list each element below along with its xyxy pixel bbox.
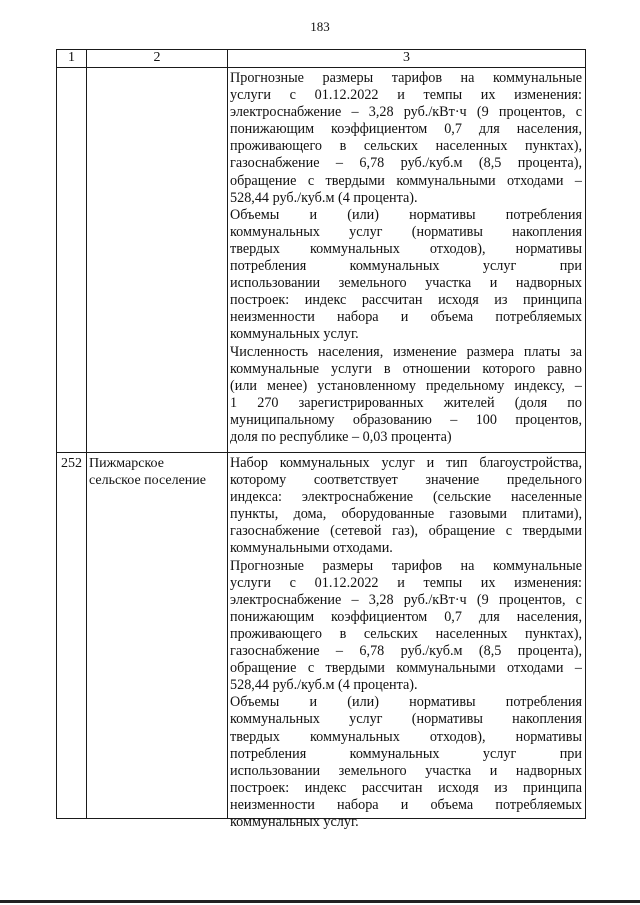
text-line: обращение с твердыми коммунальными отходами – xyxy=(230,660,582,677)
header-col-3: 3 xyxy=(403,50,410,65)
text-line: использовании земельного участка и надворных xyxy=(230,275,582,292)
column-divider-2 xyxy=(227,49,228,819)
text-line: электроснабжение – 3,28 руб./кВт·ч (9 процентов, с xyxy=(230,591,582,608)
text-line: газоснабжение – 6,78 руб./куб.м (8,5 процента), xyxy=(230,155,582,172)
text-line: 528,44 руб./куб.м (4 процента). xyxy=(230,189,418,206)
text-line: пункты, дома, оборудованные газовыми плитами), xyxy=(230,506,582,523)
text-line: использовании земельного участка и надворных xyxy=(230,762,582,779)
text-line: потребления коммунальных услуг при xyxy=(230,258,582,275)
text-line: 528,44 руб./куб.м (4 процента). xyxy=(230,677,418,694)
text-line: понижающим коэффициентом 0,7 для населения, xyxy=(230,608,582,625)
text-line: неизменности набора и объема потребляемых xyxy=(230,309,582,326)
text-line: Набор коммунальных услуг и тип благоустройства, xyxy=(230,455,582,471)
text-line: газоснабжение – 6,78 руб./куб.м (8,5 процента), xyxy=(230,643,582,660)
text-line: муниципальному образованию – 100 процентов, xyxy=(230,411,582,428)
text-line: индекса: электроснабжение (сельские населенные xyxy=(230,489,582,506)
scan-bottom-edge xyxy=(0,900,640,903)
text-line: Прогнозные размеры тарифов на коммунальные xyxy=(230,70,582,86)
text-line: коммунальных услуг (нормативы накопления xyxy=(230,223,582,240)
continued-row-text xyxy=(230,70,582,446)
text-line: понижающим коэффициентом 0,7 для населения, xyxy=(230,121,582,138)
text-line: проживающего в сельских населенных пунктах), xyxy=(230,138,582,155)
text-line: Численность населения, изменение размера платы за xyxy=(230,343,582,360)
text-line: проживающего в сельских населенных пунктах), xyxy=(230,625,582,642)
text-line: Объемы и (или) нормативы потребления xyxy=(230,694,582,711)
header-bottom-border xyxy=(56,67,586,68)
text-line: услуги с 01.12.2022 и темпы их изменения: xyxy=(230,574,582,591)
column-divider-1 xyxy=(86,49,87,819)
text-line: коммунальные услуги в отношении которого равно xyxy=(230,360,582,377)
table-right-border xyxy=(585,49,586,819)
text-line: которому соответствует значение предельного xyxy=(230,472,582,489)
row-separator xyxy=(56,452,586,453)
text-line: Прогнозные размеры тарифов на коммунальные xyxy=(230,557,582,574)
text-line: твердых коммунальных отходов), нормативы xyxy=(230,728,582,745)
text-line: обращение с твердыми коммунальными отходами – xyxy=(230,172,582,189)
text-line: коммунальными отходами. xyxy=(230,540,393,557)
settlement-name-line: сельское поселение xyxy=(89,473,206,488)
row-252-text xyxy=(230,455,582,831)
text-line: построек: индекс рассчитан исходя из принципа xyxy=(230,779,582,796)
row-number: 252 xyxy=(61,456,82,471)
settlement-name-line: Пижмарское xyxy=(89,456,164,471)
text-line: построек: индекс рассчитан исходя из принципа xyxy=(230,292,582,309)
text-line: услуги с 01.12.2022 и темпы их изменения: xyxy=(230,87,582,104)
text-line: потребления коммунальных услуг при xyxy=(230,745,582,762)
text-line: неизменности набора и объема потребляемых xyxy=(230,796,582,813)
text-line: коммунальных услуг. xyxy=(230,326,359,343)
text-line: Объемы и (или) нормативы потребления xyxy=(230,206,582,223)
header-col-1: 1 xyxy=(68,50,75,65)
text-line: (или менее) установленному предельному индексу, – xyxy=(230,377,582,394)
settlement-name xyxy=(89,455,225,489)
table-left-border xyxy=(56,49,57,819)
text-line: 1 270 зарегистрированных жителей (доля по xyxy=(230,394,582,411)
text-line: твердых коммунальных отходов), нормативы xyxy=(230,240,582,257)
text-line: коммунальных услуг (нормативы накопления xyxy=(230,711,582,728)
text-line: доля по республике – 0,03 процента) xyxy=(230,428,452,445)
page-number: 183 xyxy=(310,19,330,34)
text-line: коммунальных услуг. xyxy=(230,813,359,830)
header-col-2: 2 xyxy=(153,50,161,65)
text-line: электроснабжение – 3,28 руб./кВт·ч (9 процентов, с xyxy=(230,104,582,121)
text-line: газоснабжение (сетевой газ), обращение с твердыми xyxy=(230,523,582,540)
